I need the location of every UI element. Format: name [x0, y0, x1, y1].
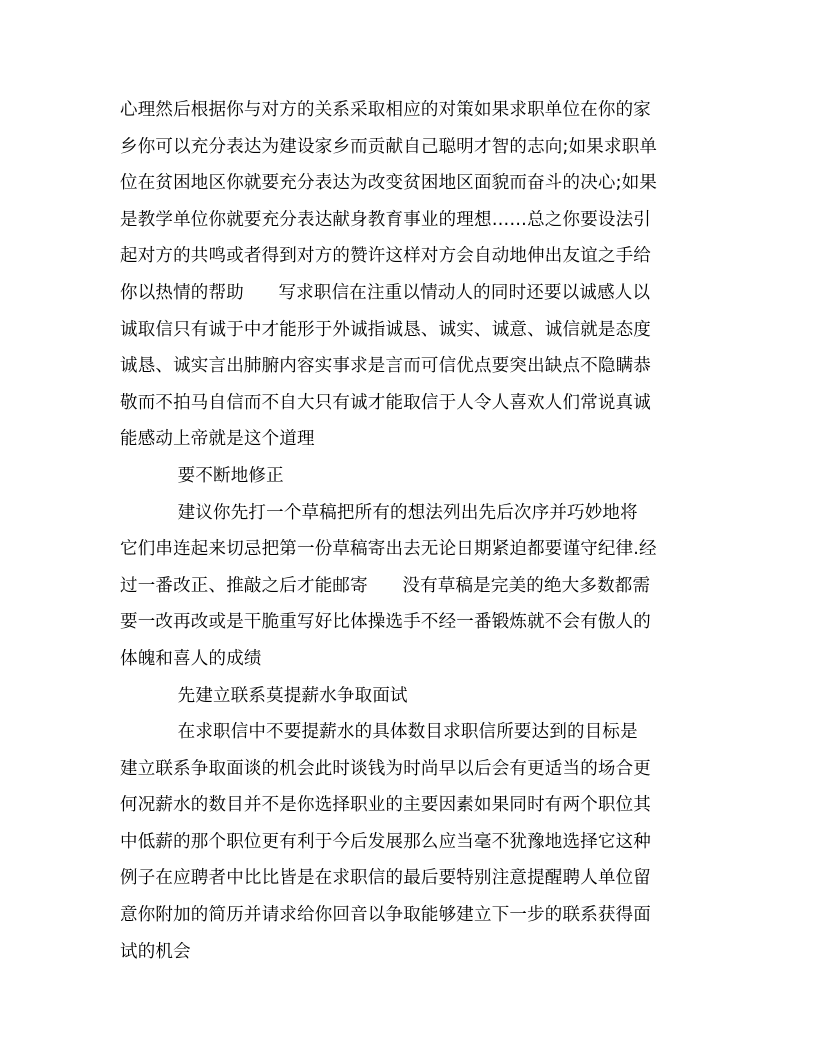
text-line: 敬而不拍马自信而不自大只有诚才能取信于人令人喜欢人们常说真诚	[120, 392, 651, 413]
text-line: 位在贫困地区你就要充分表达为改变贫困地区面貌而奋斗的决心;如果	[120, 173, 658, 194]
text-line: 建立联系争取面谈的机会此时谈钱为时尚早以后会有更适当的场合更	[120, 758, 651, 779]
text-line: 体魄和喜人的成绩	[120, 648, 262, 669]
text-line: 是教学单位你就要充分表达献身教育事业的理想……总之你要设法引	[120, 209, 651, 230]
text-line: 起对方的共鸣或者得到对方的赞许这样对方会自动地伸出友谊之手给	[120, 246, 651, 267]
body-text	[120, 92, 700, 970]
text-line: 何况薪水的数目并不是你选择职业的主要因素如果同时有两个职位其	[120, 795, 651, 816]
text-line: 在求职信中不要提薪水的具体数目求职信所要达到的目标是	[120, 722, 638, 743]
text-line: 过一番改正、推敲之后才能邮寄 没有草稿是完美的绝大多数都需	[120, 575, 651, 596]
text-line: 诚恳、诚实言出肺腑内容实事求是言而可信优点要突出缺点不隐瞒恭	[120, 356, 651, 377]
section-heading: 先建立联系莫提薪水争取面试	[120, 685, 408, 706]
text-line: 诚取信只有诚于中才能形于外诚指诚恳、诚实、诚意、诚信就是态度	[120, 319, 651, 340]
text-line: 乡你可以充分表达为建设家乡而贡献自己聪明才智的志向;如果求职单	[120, 136, 658, 157]
text-line: 试的机会	[120, 941, 191, 962]
text-line: 要一改再改或是干脆重写好比体操选手不经一番锻炼就不会有傲人的	[120, 612, 651, 633]
text-line: 你以热情的帮助 写求职信在注重以情动人的同时还要以诚感人以	[120, 282, 651, 303]
section-heading: 要不断地修正	[120, 465, 284, 486]
text-line: 意你附加的简历并请求给你回音以争取能够建立下一步的联系获得面	[120, 905, 651, 926]
text-line: 心理然后根据你与对方的关系采取相应的对策如果求职单位在你的家	[120, 100, 651, 120]
text-line: 建议你先打一个草稿把所有的想法列出先后次序并巧妙地将	[120, 502, 638, 523]
text-line: 中低薪的那个职位更有利于今后发展那么应当毫不犹豫地选择它这种	[120, 831, 651, 852]
text-line: 它们串连起来切忌把第一份草稿寄出去无论日期紧迫都要谨守纪律.经	[120, 539, 657, 560]
text-line: 例子在应聘者中比比皆是在求职信的最后要特别注意提醒聘人单位留	[120, 868, 651, 889]
text-line: 能感动上帝就是这个道理	[120, 429, 315, 450]
